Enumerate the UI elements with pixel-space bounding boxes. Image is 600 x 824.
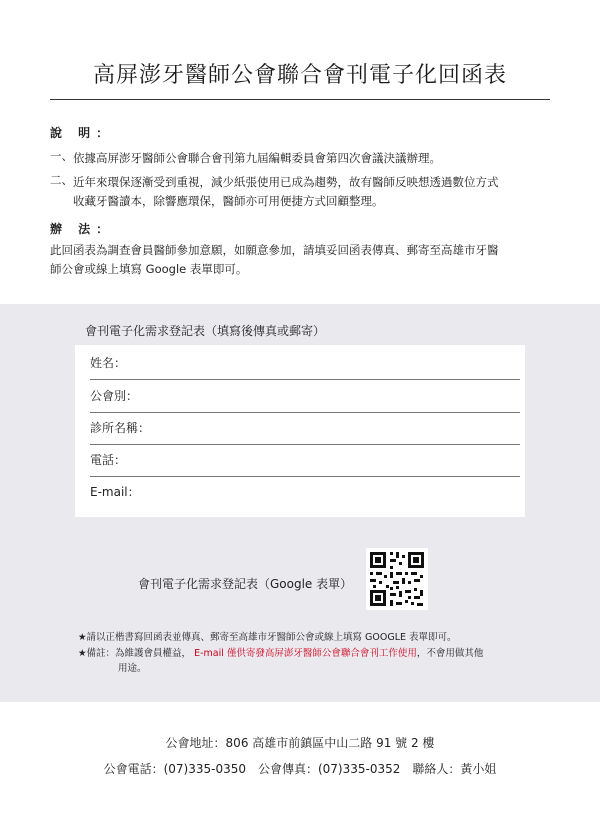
note-2-prefix: ★備註：為維護會員權益，: [78, 648, 192, 659]
page-title: 高屏澎牙醫師公會聯合會刊電子化回函表: [92, 63, 507, 88]
method-line1: 此回函表為調查會員醫師參加意願，如願意參加，請填妥回函表傳真、郵寄至高雄市牙醫: [50, 243, 499, 257]
clinic-name-field[interactable]: [90, 412, 520, 445]
method-heading: 辦 法：: [50, 222, 115, 236]
title-divider: [50, 99, 550, 100]
note-2-line2: 用途。: [118, 663, 147, 674]
name-label: 姓名：: [90, 356, 127, 370]
email-label: E-mail：: [90, 485, 140, 499]
note-2: [78, 646, 483, 661]
association-label: 公會別：: [90, 389, 139, 403]
note-2-suffix: ，不會用做其他: [416, 648, 484, 659]
footer-address: 公會地址：806 高雄市前鎮區中山二路 91 號 2 樓: [165, 736, 435, 750]
note-1: ★請以正楷書寫回函表並傳真、郵寄至高雄市牙醫師公會或線上填寫 GOOGLE 表單即可。: [78, 632, 457, 643]
explain-item-2-line1: 近年來環保逐漸受到重視，減少紙張使用已成為趨勢，故有醫師反映想透過數位方式: [73, 175, 499, 189]
qr-code-icon[interactable]: [366, 548, 428, 610]
form-title: 會刊電子化需求登記表（填寫後傳真或郵寄）: [85, 324, 326, 338]
explain-heading: 說 明：: [50, 126, 115, 140]
explain-item-1-number: 一、: [50, 149, 73, 163]
footer-contact: 公會電話：(07)335-0350 公會傳真：(07)335-0352 聯絡人：黃小姐: [103, 762, 497, 776]
explain-item-1-text: 依據高屏澎牙醫師公會聯合會刊第九屆編輯委員會第四次會議決議辦理。: [73, 151, 441, 165]
note-2-highlight: E-mail 僅供寄發高屏澎牙醫師公會聯合會刊工作使用: [194, 648, 417, 659]
explain-item-2-number: 二、: [50, 173, 73, 187]
association-field[interactable]: [90, 380, 520, 413]
email-field[interactable]: [90, 476, 520, 508]
name-field[interactable]: [90, 347, 520, 380]
explain-item-2-line2: 收藏牙醫讀本，除響應環保，醫師亦可用便捷方式回顧整理。: [73, 194, 384, 208]
google-form-label: 會刊電子化需求登記表（Google 表單）: [138, 577, 353, 591]
phone-label: 電話：: [90, 453, 127, 467]
phone-field[interactable]: [90, 444, 520, 477]
clinic-name-label: 診所名稱：: [90, 421, 151, 435]
method-line2: 師公會或線上填寫 Google 表單即可。: [50, 262, 248, 276]
